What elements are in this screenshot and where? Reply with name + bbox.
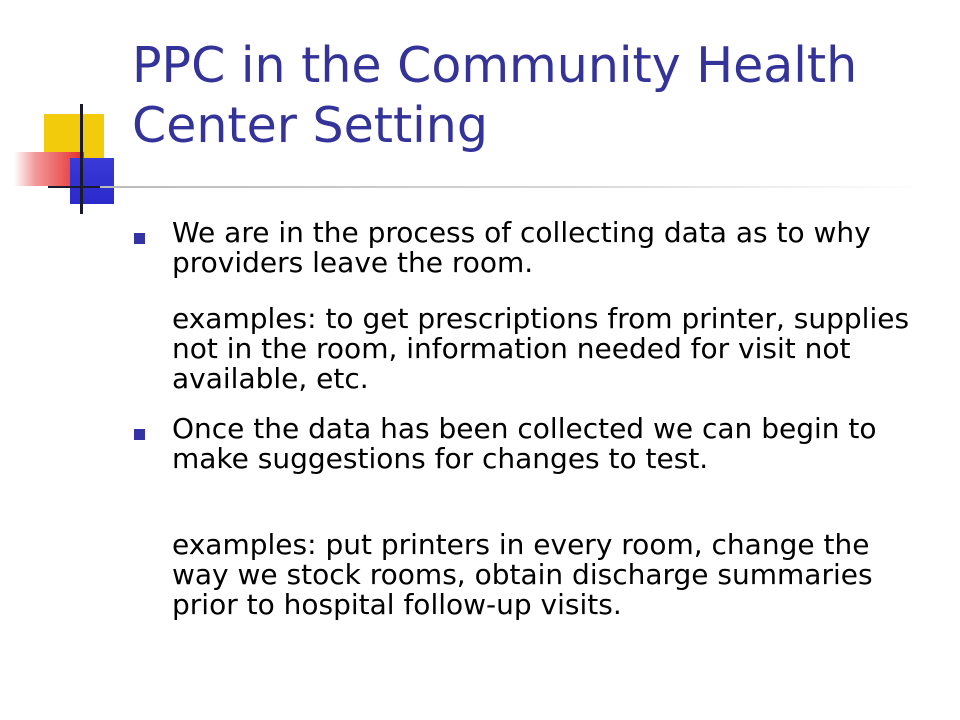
bullet-examples: examples: to get prescriptions from printer, supplies not in the room, information needed for visit not available, etc.: [172, 302, 910, 395]
slide-title: PPC in the Community Health Center Setting: [132, 37, 858, 154]
bullet-examples: examples: put printers in every room, change the way we stock rooms, obtain discharge summaries prior to hospital follow-up visits.: [172, 528, 873, 621]
title-divider: [100, 186, 930, 188]
logo-vertical-line: [80, 104, 83, 214]
bullet-text: Once the data has been collected we can begin to make suggestions for changes to test.: [172, 412, 877, 475]
bullet-marker: [134, 429, 145, 440]
bullet-text: We are in the process of collecting data as to why providers leave the room.: [172, 216, 871, 279]
bullet-marker: [134, 233, 145, 244]
logo-blue-square: [70, 158, 114, 204]
